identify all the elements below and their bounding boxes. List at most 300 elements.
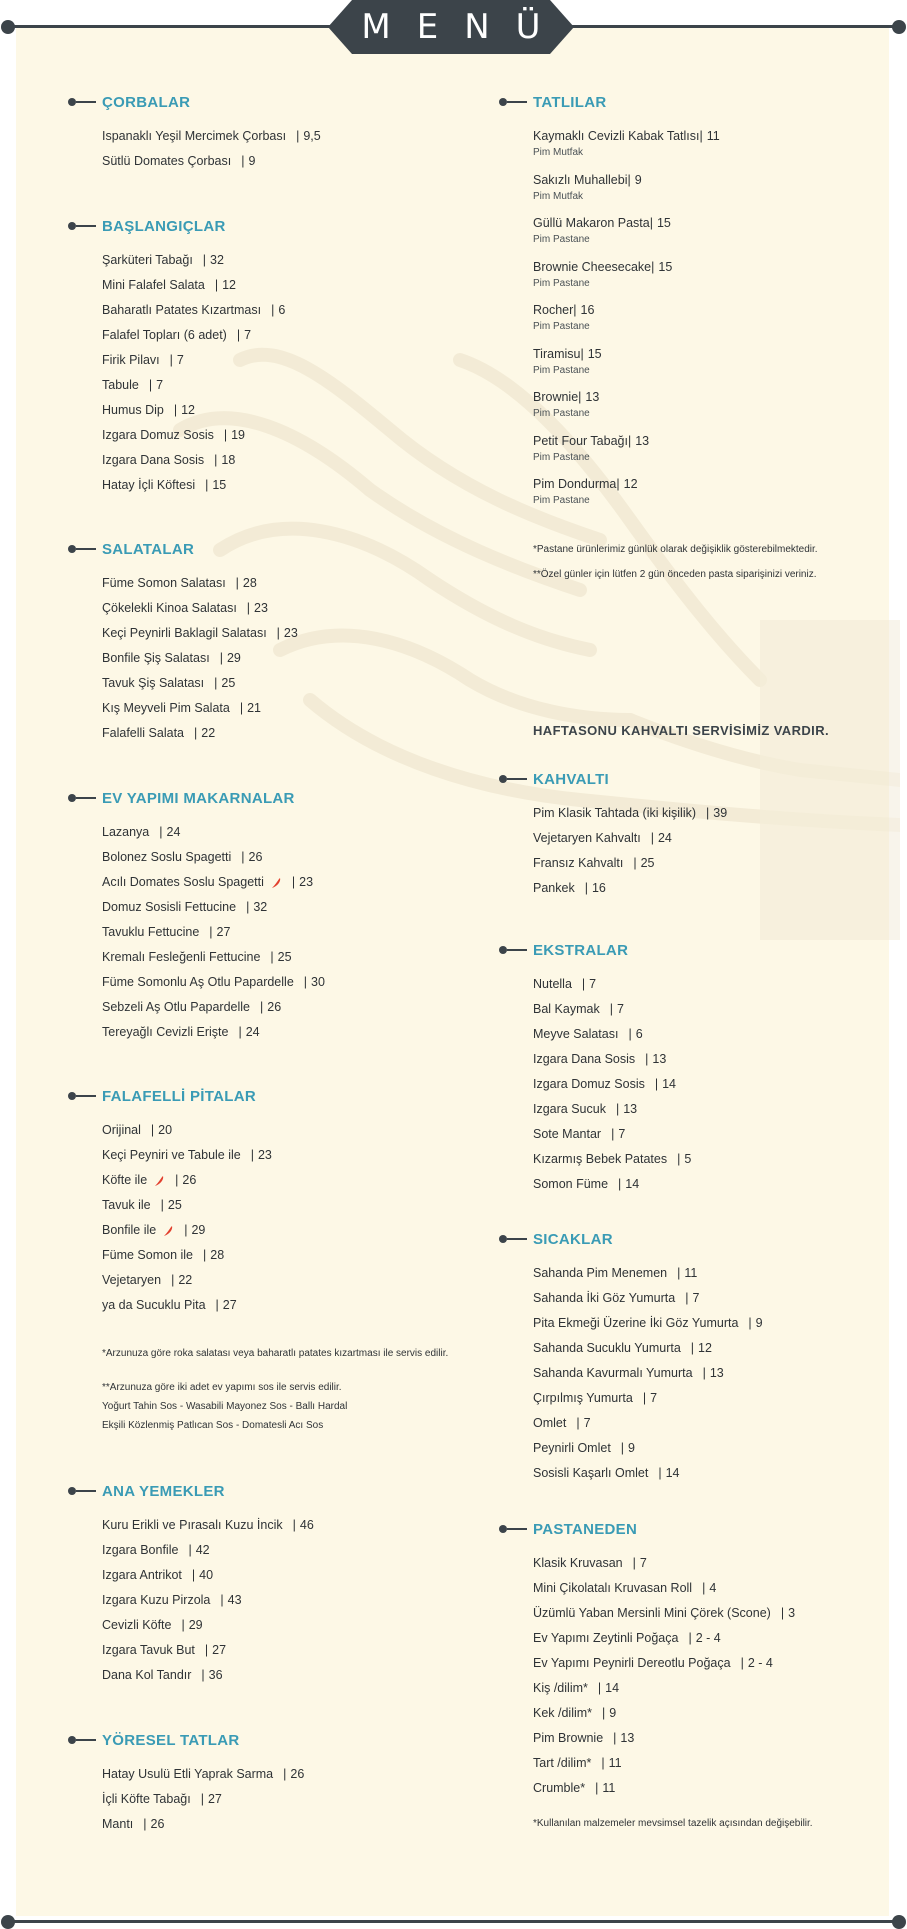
menu-item-price: 36 — [208, 1668, 223, 1682]
menu-item-bonfile-ile — [102, 1218, 272, 1243]
menu-item-price: 27 — [216, 925, 231, 939]
section-title: FALAFELLİ PİTALAR — [102, 1087, 256, 1105]
menu-item-price: 20 — [158, 1123, 173, 1137]
price-separator: | — [581, 977, 586, 991]
menu-item-name: Çökelekli Kinoa Salatası — [102, 601, 237, 615]
menu-item-price: 12 — [222, 278, 236, 292]
footnote: *Kullanılan malzemeler mevsimsel tazelik açısından değişebilir. — [533, 1818, 813, 1829]
menu-item-manti — [102, 1812, 304, 1837]
menu-item-falafel-toplari-6-adet — [102, 323, 285, 348]
section-corbalar — [102, 92, 321, 174]
menu-item-name: Izgara Kuzu Pirzola — [102, 1593, 211, 1607]
section-bullet-line — [76, 797, 96, 799]
menu-item-kofte-ile — [102, 1168, 272, 1193]
menu-item-name: Sote Mantar — [533, 1127, 602, 1141]
menu-item-kremali-feslegenli-fettucine — [102, 945, 325, 970]
menu-item-price: 13 — [652, 1052, 667, 1066]
menu-item-cokelekli-kinoa-salatasi — [102, 596, 298, 621]
dessert-source: Pim Pastane — [533, 321, 590, 332]
price-separator: | — [677, 1152, 681, 1166]
menu-item-name: Izgara Domuz Sosis — [102, 428, 214, 442]
menu-item-name: Vejetaryen Kahvaltı — [533, 831, 641, 845]
price-separator: | — [611, 1127, 615, 1141]
section-bullet-dot — [68, 1092, 76, 1100]
bottom-left-rule-dot — [1, 1915, 15, 1929]
menu-item-price: 23 — [283, 626, 298, 640]
price-separator: | — [236, 328, 241, 342]
section-header — [68, 788, 325, 808]
price-separator: | — [627, 172, 631, 187]
menu-item-name: Kek /dilim* — [533, 1706, 593, 1720]
menu-item-price: 26 — [267, 1000, 282, 1014]
menu-item-sebzeli-as-otlu-papardelle — [102, 995, 325, 1020]
menu-item-hatay-usulu-etli-yaprak-sarma — [102, 1762, 304, 1787]
section-header — [68, 1481, 314, 1501]
section-salatalar — [102, 539, 298, 746]
price-separator: | — [291, 875, 296, 889]
price-separator: | — [580, 346, 584, 361]
menu-item-name: Hatay İçli Köftesi — [102, 478, 196, 492]
section-pastaneden — [533, 1519, 795, 1801]
menu-item-price: 13 — [709, 1366, 724, 1380]
menu-item-name: Meyve Salatası — [533, 1027, 619, 1041]
menu-item-name: Somon Füme — [533, 1177, 609, 1191]
menu-item-price: 7 — [616, 1002, 624, 1016]
section-yoresel-tatlar — [102, 1730, 304, 1837]
menu-item-icli-kofte-tabagi — [102, 1787, 304, 1812]
menu-item-price: 25 — [167, 1198, 182, 1212]
menu-item-sote-mantar — [533, 1122, 691, 1147]
menu-item-izgara-kuzu-pirzola — [102, 1588, 314, 1613]
menu-item-price: 4 — [709, 1581, 717, 1595]
menu-item-price: 27 — [222, 1298, 237, 1312]
price-separator: | — [214, 676, 218, 690]
menu-item-fransiz-kahvalti — [533, 851, 727, 876]
menu-item-price: 21 — [247, 701, 261, 715]
menu-item-price: 25 — [640, 856, 655, 870]
menu-item-name: Tavuk Şiş Salatası — [102, 676, 205, 690]
price-separator: | — [690, 1341, 695, 1355]
menu-item-name: Mini Çikolatalı Kruvasan Roll — [533, 1581, 693, 1595]
price-separator: | — [702, 1366, 706, 1380]
price-separator: | — [188, 1543, 192, 1557]
menu-item-price: 7 — [650, 1391, 658, 1405]
menu-item-name: Fransız Kahvaltı — [533, 856, 624, 870]
menu-item-tiramisu — [533, 345, 720, 363]
top-right-rule-dot — [892, 20, 906, 34]
menu-item-price: 24 — [657, 831, 672, 845]
section-bullet-line — [507, 101, 527, 103]
section-bullet-line — [76, 548, 96, 550]
section-ekstralar — [533, 940, 691, 1197]
menu-item-price: 7 — [639, 1556, 647, 1570]
menu-item-price: 43 — [227, 1593, 242, 1607]
price-separator: | — [748, 1316, 752, 1330]
menu-item-price: 23 — [257, 1148, 272, 1162]
section-bullet-dot — [499, 1525, 507, 1533]
menu-item-tart-dilim — [533, 1751, 795, 1776]
price-separator: | — [688, 1631, 692, 1645]
menu-item-keci-peynirli-baklagil-salatasi — [102, 621, 298, 646]
price-separator: | — [651, 259, 655, 274]
menu-item-price: 24 — [245, 1025, 260, 1039]
menu-item-izgara-antrikot — [102, 1563, 314, 1588]
price-separator: | — [194, 726, 198, 740]
menu-item-hatay-icli-koftesi — [102, 473, 285, 498]
menu-item-sahanda-pim-menemen — [533, 1261, 763, 1286]
menu-item-izgara-bonfile — [102, 1538, 314, 1563]
section-ev-yapimi-makarnalar — [102, 788, 325, 1045]
menu-item-price: 26 — [182, 1173, 197, 1187]
menu-item-name: Pankek — [533, 881, 575, 895]
menu-item-name: Pim Brownie — [533, 1731, 604, 1745]
menu-item-acili-domates-soslu-spagetti — [102, 870, 325, 895]
footnote: **Özel günler için lütfen 2 gün önceden pasta siparişinizi veriniz. — [533, 569, 817, 580]
menu-item-name: Dana Kol Tandır — [102, 1668, 192, 1682]
price-separator: | — [576, 1416, 580, 1430]
menu-item-name: Humus Dip — [102, 403, 164, 417]
menu-item-name: Baharatlı Patates Kızartması — [102, 303, 262, 317]
price-separator: | — [214, 278, 219, 292]
menu-item-fume-somon-salatasi — [102, 571, 298, 596]
menu-item-name: Füme Somonlu Aş Otlu Papardelle — [102, 975, 294, 989]
menu-item-izgara-domuz-sosis — [533, 1072, 691, 1097]
price-separator: | — [658, 1466, 662, 1480]
price-separator: | — [780, 1606, 785, 1620]
section-bullet-dot — [68, 545, 76, 553]
price-separator: | — [143, 1817, 147, 1831]
menu-item-price: 11 — [684, 1266, 698, 1280]
section-kahvalti — [533, 769, 727, 901]
menu-item-izgara-sucuk — [533, 1097, 691, 1122]
menu-item-price: 26 — [150, 1817, 165, 1831]
section-bullet-dot — [499, 775, 507, 783]
menu-item-name: Sahanda İki Göz Yumurta — [533, 1291, 676, 1305]
section-bullet-line — [507, 778, 527, 780]
section-header — [499, 92, 720, 112]
price-separator: | — [303, 975, 308, 989]
menu-item-pim-dondurma — [533, 475, 720, 493]
menu-item-name: Sahanda Kavurmalı Yumurta — [533, 1366, 693, 1380]
menu-item-kek-dilim — [533, 1701, 795, 1726]
price-separator: | — [220, 1593, 224, 1607]
price-separator: | — [271, 303, 275, 317]
menu-item-price: 24 — [166, 825, 181, 839]
menu-item-name: Tavuklu Fettucine — [102, 925, 200, 939]
menu-item-name: Köfte ile — [102, 1173, 148, 1187]
menu-item-price: 12 — [698, 1341, 712, 1355]
price-separator: | — [241, 850, 245, 864]
footnote: **Arzunuza göre iki adet ev yapımı sos ile servis edilir. — [102, 1382, 342, 1393]
menu-item-price: 39 — [713, 806, 728, 820]
menu-item-price: 13 — [620, 1731, 635, 1745]
menu-item-kuru-erikli-ve-pirasali-kuzu-incik — [102, 1513, 314, 1538]
menu-item-name: Brownie — [533, 390, 579, 404]
section-bullet-dot — [68, 222, 76, 230]
section-header — [499, 769, 727, 789]
menu-item-price: 13 — [623, 1102, 638, 1116]
menu-item-cirpilmis-yumurta — [533, 1386, 763, 1411]
section-title: SALATALAR — [102, 540, 195, 558]
price-separator: | — [246, 900, 250, 914]
price-separator: | — [618, 1177, 622, 1191]
menu-item-name: Ispanaklı Yeşil Mercimek Çorbası — [102, 129, 287, 143]
price-separator: | — [214, 453, 218, 467]
menu-item-price: 11 — [608, 1756, 622, 1770]
menu-item-domuz-sosisli-fettucine — [102, 895, 325, 920]
menu-item-tavuk-ile — [102, 1193, 272, 1218]
menu-item-price: 2 - 4 — [747, 1656, 773, 1670]
price-separator: | — [573, 303, 577, 317]
menu-item-cevizli-kofte — [102, 1613, 314, 1638]
menu-item-name: Pita Ekmeği Üzerine İki Göz Yumurta — [533, 1316, 739, 1330]
section-header — [499, 1519, 795, 1539]
menu-item-name: Pim Dondurma — [533, 477, 617, 491]
dessert-source: Pim Mutfak — [533, 147, 584, 158]
menu-item-name: Vejetaryen — [102, 1273, 162, 1287]
menu-item-price: 9 — [628, 1441, 635, 1455]
price-separator: | — [685, 1291, 689, 1305]
menu-item-rocher — [533, 301, 720, 319]
menu-item-ispanakli-yesil-mercimek-corbasi — [102, 124, 321, 149]
price-separator: | — [740, 1656, 744, 1670]
footnote: Ekşili Közlenmiş Patlıcan Sos - Domatesli Acı Sos — [102, 1420, 324, 1431]
dessert-source: Pim Pastane — [533, 234, 590, 245]
menu-item-price: 7 — [583, 1416, 591, 1430]
price-separator: | — [654, 1077, 659, 1091]
menu-item-price: 32 — [210, 253, 224, 267]
menu-item-price: 14 — [625, 1177, 640, 1191]
menu-item-pim-brownie — [533, 1726, 795, 1751]
menu-item-ev-yapimi-peynirli-dereotlu-pogaca — [533, 1651, 795, 1676]
menu-item-lazanya — [102, 820, 325, 845]
menu-item-name: Güllü Makaron Pasta — [533, 216, 650, 230]
menu-item-name: Petit Four Tabağı — [533, 433, 628, 448]
menu-item-tereyagli-cevizli-eriste — [102, 1020, 325, 1045]
menu-item-price: 9 — [609, 1706, 617, 1720]
price-separator: | — [706, 806, 710, 820]
price-separator: | — [173, 403, 178, 417]
bottom-right-rule-dot — [892, 1915, 906, 1929]
menu-item-name: Üzümlü Yaban Mersinli Mini Çörek (Scone) — [533, 1606, 771, 1620]
menu-item-mini-cikolatali-kruvasan-roll — [533, 1576, 795, 1601]
menu-item-price: 6 — [278, 303, 286, 317]
menu-item-name: ya da Sucuklu Pita — [102, 1298, 206, 1312]
menu-item-dana-kol-tandir — [102, 1663, 314, 1688]
menu-item-sarkuteri-tabagi — [102, 248, 285, 273]
menu-item-brownie — [533, 388, 720, 406]
menu-item-name: Mini Falafel Salata — [102, 278, 205, 292]
price-separator: | — [159, 825, 163, 839]
menu-item-price: 27 — [212, 1643, 227, 1657]
menu-item-bonfile-sis-salatasi — [102, 646, 298, 671]
price-separator: | — [620, 1441, 625, 1455]
section-header — [68, 92, 321, 112]
price-separator: | — [602, 1706, 606, 1720]
price-separator: | — [235, 576, 239, 590]
menu-item-price: 15 — [656, 216, 671, 230]
price-separator: | — [241, 154, 245, 168]
menu-item-price: 7 — [618, 1127, 626, 1141]
menu-item-name: Keçi Peynirli Baklagil Salatası — [102, 626, 267, 640]
menu-item-price: 40 — [199, 1568, 214, 1582]
menu-item-name: Tart /dilim* — [533, 1756, 592, 1770]
menu-item-izgara-dana-sosis — [533, 1047, 691, 1072]
section-title: ÇORBALAR — [102, 93, 191, 111]
menu-item-price: 14 — [662, 1077, 677, 1091]
dessert-source: Pim Mutfak — [533, 190, 584, 202]
section-bullet-line — [76, 225, 96, 227]
menu-item-price: 46 — [299, 1518, 314, 1532]
menu-item-klasik-kruvasan — [533, 1551, 795, 1576]
menu-item-name: İçli Köfte Tabağı — [102, 1792, 191, 1806]
menu-item-name: Çırpılmış Yumurta — [533, 1391, 633, 1405]
menu-item-name: Pim Klasik Tahtada (iki kişilik) — [533, 806, 697, 820]
menu-item-name: Izgara Domuz Sosis — [533, 1077, 645, 1091]
menu-item-name: Sahanda Sucuklu Yumurta — [533, 1341, 681, 1355]
menu-item-price: 2 - 4 — [695, 1631, 721, 1645]
price-separator: | — [276, 626, 280, 640]
menu-title: MENÜ — [361, 7, 567, 47]
price-separator: | — [246, 601, 251, 615]
menu-item-name: Kış Meyveli Pim Salata — [102, 701, 230, 715]
menu-item-omlet — [533, 1411, 763, 1436]
menu-item-name: Şarküteri Tabağı — [102, 253, 193, 267]
menu-item-name: Izgara Antrikot — [102, 1568, 182, 1582]
section-title: KAHVALTI — [533, 770, 610, 788]
menu-item-name: Acılı Domates Soslu Spagetti — [102, 875, 264, 889]
menu-item-firik-pilavi — [102, 348, 285, 373]
menu-item-ev-yapimi-zeytinli-pogaca — [533, 1626, 795, 1651]
menu-item-name: Keçi Peyniri ve Tabule ile — [102, 1148, 241, 1162]
menu-item-name: Omlet — [533, 1416, 567, 1430]
menu-item-price: 30 — [311, 975, 325, 989]
menu-item-name: Mantı — [102, 1817, 134, 1831]
menu-item-price: 7 — [692, 1291, 700, 1305]
menu-item-price: 12 — [623, 477, 638, 491]
section-header — [68, 1086, 272, 1106]
menu-item-price: 14 — [605, 1681, 620, 1695]
menu-item-name: Brownie Cheesecake — [533, 259, 652, 274]
menu-item-price: 7 — [176, 353, 184, 367]
menu-item-price: 7 — [244, 328, 252, 342]
section-header — [68, 216, 285, 236]
menu-item-price: 7 — [156, 378, 164, 392]
price-separator: | — [205, 478, 209, 492]
menu-item-price: 29 — [188, 1618, 203, 1632]
menu-item-name: Klasik Kruvasan — [533, 1556, 623, 1570]
price-separator: | — [260, 1000, 264, 1014]
menu-item-name: Sebzeli Aş Otlu Papardelle — [102, 1000, 251, 1014]
menu-item-price: 29 — [191, 1223, 206, 1237]
menu-item-price: 22 — [178, 1273, 193, 1287]
menu-item-price: 26 — [248, 850, 263, 864]
section-title: BAŞLANGIÇLAR — [102, 217, 226, 235]
menu-item-price: 26 — [290, 1767, 305, 1781]
price-separator: | — [609, 1002, 613, 1016]
menu-item-price: 15 — [212, 478, 227, 492]
price-separator: | — [250, 1148, 254, 1162]
section-baslangiclar — [102, 216, 285, 498]
menu-item-name: Falafelli Salata — [102, 726, 184, 740]
section-title: EKSTRALAR — [533, 941, 629, 959]
menu-item-somon-fume — [533, 1172, 691, 1197]
price-separator: | — [578, 390, 582, 404]
menu-item-price: 28 — [242, 576, 257, 590]
price-separator: | — [613, 1731, 617, 1745]
menu-item-name: Orijinal — [102, 1123, 141, 1137]
footnote: Yoğurt Tahin Sos - Wasabili Mayonez Sos - Ballı Hardal — [102, 1401, 348, 1412]
menu-item-price: 28 — [210, 1248, 225, 1262]
menu-item-price: 13 — [585, 390, 600, 404]
section-title: ANA YEMEKLER — [102, 1482, 225, 1500]
price-separator: | — [595, 1781, 599, 1795]
footnote: *Arzunuza göre roka salatası veya baharatlı patates kızartması ile servis edilir. — [102, 1348, 449, 1359]
dessert-source: Pim Pastane — [533, 495, 590, 506]
menu-item-name: Kaymaklı Cevizli Kabak Tatlısı — [533, 129, 700, 143]
price-separator: | — [148, 378, 153, 392]
menu-item-name: Kızarmış Bebek Patates — [533, 1152, 668, 1166]
menu-item-name: Tavuk ile — [102, 1198, 151, 1212]
price-separator: | — [292, 1518, 296, 1532]
menu-item-price: 25 — [277, 950, 292, 964]
price-separator: | — [597, 1681, 602, 1695]
section-header — [68, 1730, 304, 1750]
price-separator: | — [649, 216, 653, 230]
menu-item-name: Sahanda Pim Menemen — [533, 1266, 668, 1280]
menu-item-izgara-tavuk-but — [102, 1638, 314, 1663]
menu-item-price: 23 — [299, 875, 314, 889]
menu-item-name: Hatay Usulü Etli Yaprak Sarma — [102, 1767, 274, 1781]
section-bullet-line — [507, 1238, 527, 1240]
menu-item-name: Cevizli Köfte — [102, 1618, 172, 1632]
price-separator: | — [169, 353, 173, 367]
price-separator: | — [215, 1298, 219, 1312]
menu-item-falafelli-salata — [102, 721, 298, 746]
chili-pepper-icon — [162, 1225, 174, 1237]
price-separator: | — [584, 881, 588, 895]
menu-item-meyve-salatasi — [533, 1022, 691, 1047]
section-sicaklar — [533, 1229, 763, 1486]
menu-item-name: Izgara Dana Sosis — [102, 453, 205, 467]
section-falafelli-pitalar — [102, 1086, 272, 1318]
menu-item-name: Bal Kaymak — [533, 1002, 600, 1016]
menu-item-tavuklu-fettucine — [102, 920, 325, 945]
menu-item-name: Firik Pilavı — [102, 353, 160, 367]
menu-item-name: Füme Somon ile — [102, 1248, 194, 1262]
menu-item-name: Rocher — [533, 303, 574, 317]
price-separator: | — [633, 856, 637, 870]
menu-item-ya-da-sucuklu-pita — [102, 1293, 272, 1318]
section-header — [68, 539, 298, 559]
price-separator: | — [601, 1756, 605, 1770]
menu-item-uzumlu-yaban-mersinli-mini-corek-scone — [533, 1601, 795, 1626]
menu-item-price: 11 — [706, 129, 720, 143]
price-separator: | — [632, 1556, 636, 1570]
menu-item-kis-dilim — [533, 1676, 795, 1701]
dessert-source: Pim Pastane — [533, 364, 590, 376]
price-separator: | — [699, 129, 703, 143]
menu-item-price: 23 — [254, 601, 268, 615]
menu-item-price: 29 — [226, 651, 241, 665]
menu-item-bal-kaymak — [533, 997, 691, 1022]
menu-item-name: Tiramisu — [533, 346, 581, 361]
menu-item-price: 15 — [587, 346, 602, 361]
section-ana-yemekler — [102, 1481, 314, 1688]
bottom-rule — [8, 1920, 899, 1923]
menu-item-name: Kiş /dilim* — [533, 1681, 588, 1695]
menu-item-name: Bonfile Şiş Salatası — [102, 651, 210, 665]
